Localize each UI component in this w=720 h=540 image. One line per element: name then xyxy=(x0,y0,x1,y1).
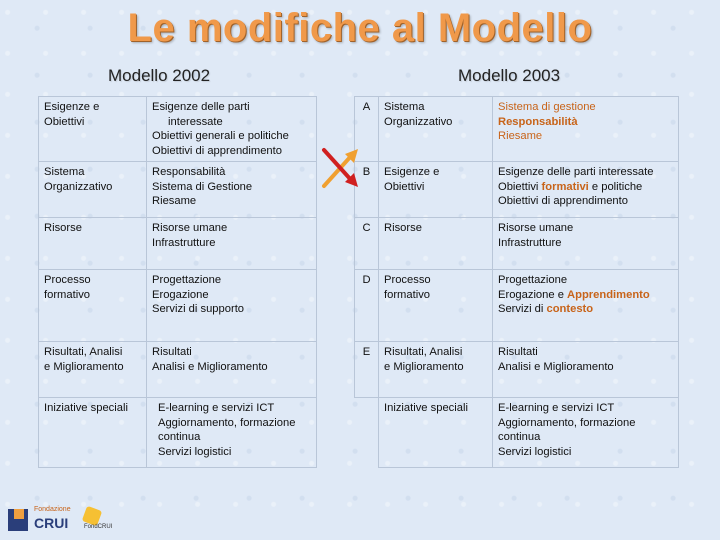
right-desc-cell: E-learning e servizi ICT Aggiornamento, formazione continua Servizi logistici xyxy=(493,398,679,468)
gap-cell xyxy=(317,398,355,468)
right-area-cell: Sistema Organizzativo xyxy=(379,97,493,162)
row-letter xyxy=(355,398,379,468)
left-area-cell: Risultati, Analisi e Miglioramento xyxy=(39,342,147,398)
swap-arrows-icon xyxy=(318,146,362,190)
logo-text-top: Fondazione xyxy=(34,506,71,513)
right-desc-cell: Esigenze delle parti interessate Obiettivi formativi e politiche Obiettivi di apprendimento xyxy=(493,162,679,218)
left-desc-cell: Risultati Analisi e Miglioramento xyxy=(147,342,317,398)
table-row xyxy=(39,218,679,270)
secondary-logo-text: FondCRUI xyxy=(84,524,113,530)
right-area-cell: Esigenze e Obiettivi xyxy=(379,162,493,218)
subtitle-modello-2003: Modello 2003 xyxy=(458,66,561,85)
crui-mark-accent xyxy=(14,509,24,519)
subtitle-modello-2002: Modello 2002 xyxy=(108,66,211,85)
left-area-cell: Processo formativo xyxy=(39,270,147,342)
right-area-cell: Iniziative speciali xyxy=(379,398,493,468)
gap-cell xyxy=(317,270,355,342)
left-desc-cell: Responsabilità Sistema di Gestione Riesame xyxy=(147,162,317,218)
left-area-cell: Risorse xyxy=(39,218,147,270)
table-row xyxy=(39,270,679,342)
right-desc-cell: Sistema di gestione Responsabilità Riesame xyxy=(493,97,679,162)
right-desc-cell: Risultati Analisi e Miglioramento xyxy=(493,342,679,398)
left-area-cell: Sistema Organizzativo xyxy=(39,162,147,218)
fondazione-crui-logo xyxy=(6,505,70,535)
right-desc-cell: Risorse umane Infrastrutture xyxy=(493,218,679,270)
left-desc-cell: Progettazione Erogazione Servizi di supporto xyxy=(147,270,317,342)
table-row xyxy=(39,342,679,398)
left-area-cell: Iniziative speciali xyxy=(39,398,147,468)
row-letter: C xyxy=(355,218,379,270)
right-area-cell: Processo formativo xyxy=(379,270,493,342)
gap-cell xyxy=(317,342,355,398)
row-letter: E xyxy=(355,342,379,398)
left-desc-cell: E-learning e servizi ICT Aggiornamento, formazione continua Servizi logistici xyxy=(147,398,317,468)
gap-cell xyxy=(317,218,355,270)
right-area-cell: Risultati, Analisi e Miglioramento xyxy=(379,342,493,398)
table-row xyxy=(39,398,679,468)
row-letter: A xyxy=(355,97,379,162)
slide-title: Le modifiche al Modello xyxy=(127,6,593,50)
right-desc-cell: Progettazione Erogazione e Apprendimento Servizi di contesto xyxy=(493,270,679,342)
left-area-cell: Esigenze e Obiettivi xyxy=(39,97,147,162)
row-letter: D xyxy=(355,270,379,342)
left-desc-cell: Esigenze delle parti interessate Obiettivi generali e politiche Obiettivi di apprendimento xyxy=(147,97,317,162)
secondary-logo xyxy=(80,504,113,534)
left-desc-cell: Risorse umane Infrastrutture xyxy=(147,218,317,270)
right-area-cell: Risorse xyxy=(379,218,493,270)
logo-text-crui: CRUI xyxy=(34,515,69,531)
row-letter: B xyxy=(355,162,379,218)
